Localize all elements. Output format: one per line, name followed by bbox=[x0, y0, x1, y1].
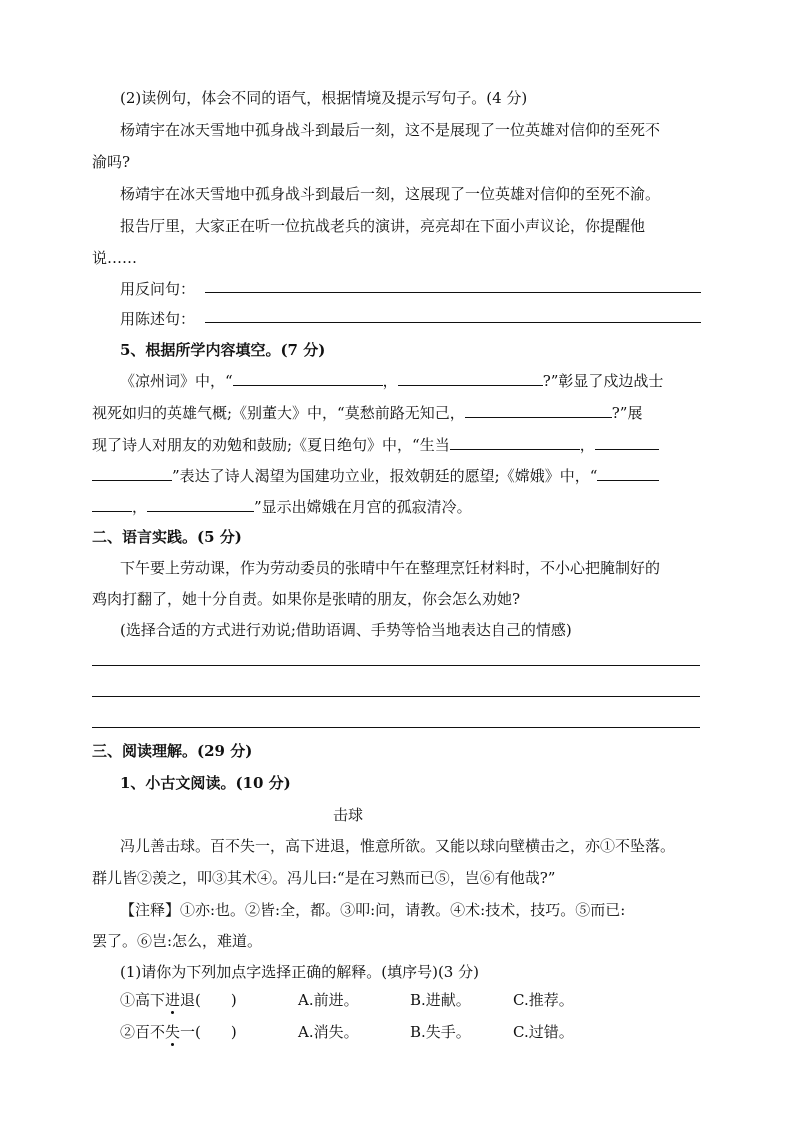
q2-heading: (2)读例句，体会不同的语气，根据情境及提示写句子。(4 分) bbox=[120, 89, 528, 107]
q2-scenario-line1: 报告厅里，大家正在听一位抗战老兵的演讲，亮亮却在下面小声议论，你提醒他 bbox=[120, 217, 646, 235]
q5-text: ?”彰显了戍边战士 bbox=[542, 372, 664, 390]
q5-text: 现了诗人对朋友的劝勉和鼓励;《夏日绝句》中，“生当 bbox=[92, 436, 450, 454]
question1-heading: (1)请你为下列加点字选择正确的解释。(填序号)(3 分) bbox=[120, 963, 479, 981]
q5-text: 《凉州词》中，“ bbox=[120, 372, 233, 390]
passage-line2: 群儿皆②羡之，叩③其术④。冯儿曰:“是在习熟而已⑤，岂⑥有他哉?” bbox=[92, 869, 556, 887]
answer-line[interactable] bbox=[92, 696, 700, 697]
section2-paragraph-line1: 下午要上劳动课，作为劳动委员的张晴中午在整理烹饪材料时，不小心把腌制好的 bbox=[120, 559, 661, 577]
item1-stem bbox=[120, 990, 237, 1010]
fill-blank[interactable] bbox=[595, 435, 659, 450]
item2-option-c[interactable]: C.过错。 bbox=[513, 1023, 574, 1041]
q2-example1-line2: 渝吗? bbox=[92, 153, 131, 171]
passage-line1: 冯儿善击球。百不失一，高下进退，惟意所欲。又能以球向壁横击之，亦①不坠落。 bbox=[120, 837, 676, 855]
fill-blank[interactable] bbox=[597, 466, 659, 481]
q5-line5 bbox=[92, 497, 472, 517]
section2-heading: 二、语言实践。(5 分) bbox=[92, 528, 242, 546]
q5-text: ， bbox=[132, 498, 148, 516]
item2-stem bbox=[120, 1022, 237, 1042]
q5-text: 视死如归的英雄气概;《别董大》中，“莫愁前路无知己， bbox=[92, 404, 465, 422]
notes-line2: 罢了。⑥岂:怎么，难道。 bbox=[92, 932, 263, 950]
rhetorical-answer-line[interactable] bbox=[205, 292, 701, 293]
q5-line3 bbox=[92, 435, 659, 455]
statement-answer-line[interactable] bbox=[205, 322, 701, 323]
fill-blank[interactable] bbox=[450, 435, 580, 450]
item1-option-c[interactable]: C.推荐。 bbox=[513, 991, 574, 1009]
fill-blank[interactable] bbox=[233, 371, 383, 386]
fill-blank[interactable] bbox=[147, 497, 254, 512]
answer-line[interactable] bbox=[92, 727, 700, 728]
q5-line2 bbox=[92, 403, 642, 423]
answer-line[interactable] bbox=[92, 665, 700, 666]
q5-text: ”表达了诗人渴望为国建功立业，报效朝廷的愿望;《嫦娥》中，“ bbox=[172, 467, 598, 485]
dotted-character: 失 bbox=[165, 1023, 181, 1041]
q5-line4 bbox=[92, 466, 659, 486]
fill-blank[interactable] bbox=[92, 466, 172, 481]
item-answer-slot[interactable]: 一( ) bbox=[180, 1023, 237, 1041]
q5-text: ”显示出嫦娥在月宫的孤寂清冷。 bbox=[254, 498, 472, 516]
section2-hint: (选择合适的方式进行劝说;借助语调、手势等恰当地表达自己的情感) bbox=[120, 621, 572, 639]
q5-heading: 5、根据所学内容填空。(7 分) bbox=[120, 341, 326, 359]
q2-example2: 杨靖宇在冰天雪地中孤身战斗到最后一刻，这展现了一位英雄对信仰的至死不渝。 bbox=[120, 185, 661, 203]
item1-option-b[interactable]: B.进献。 bbox=[410, 991, 471, 1009]
item-text: ①高下 bbox=[120, 991, 166, 1009]
q5-text: ， bbox=[579, 436, 595, 454]
item-text: ②百不 bbox=[120, 1023, 166, 1041]
q5-line1 bbox=[120, 371, 663, 391]
q5-text: ?”展 bbox=[611, 404, 643, 422]
item2-option-b[interactable]: B.失手。 bbox=[410, 1023, 471, 1041]
fill-blank[interactable] bbox=[398, 371, 543, 386]
fill-blank[interactable] bbox=[92, 497, 132, 512]
q5-text: ， bbox=[382, 372, 398, 390]
item-answer-slot[interactable]: 退( ) bbox=[180, 991, 237, 1009]
section3-heading: 三、阅读理解。(29 分) bbox=[92, 742, 253, 760]
section3-sub1: 1、小古文阅读。(10 分) bbox=[120, 774, 291, 792]
item2-option-a[interactable]: A.消失。 bbox=[298, 1023, 359, 1041]
notes-line1: 【注释】①亦:也。②皆:全，都。③叩:问，请教。④术:技术，技巧。⑤而已: bbox=[120, 901, 626, 919]
statement-label: 用陈述句： bbox=[120, 310, 196, 328]
fill-blank[interactable] bbox=[465, 403, 612, 418]
rhetorical-question-label: 用反问句： bbox=[120, 280, 196, 298]
q2-example1-line1: 杨靖宇在冰天雪地中孤身战斗到最后一刻，这不是展现了一位英雄对信仰的至死不 bbox=[120, 121, 661, 139]
item1-option-a[interactable]: A.前进。 bbox=[298, 991, 359, 1009]
passage-title: 击球 bbox=[333, 806, 364, 824]
q2-scenario-line2: 说…… bbox=[92, 249, 138, 267]
dotted-character: 进 bbox=[165, 991, 181, 1009]
section2-paragraph-line2: 鸡肉打翻了，她十分自责。如果你是张晴的朋友，你会怎么劝她? bbox=[92, 590, 521, 608]
